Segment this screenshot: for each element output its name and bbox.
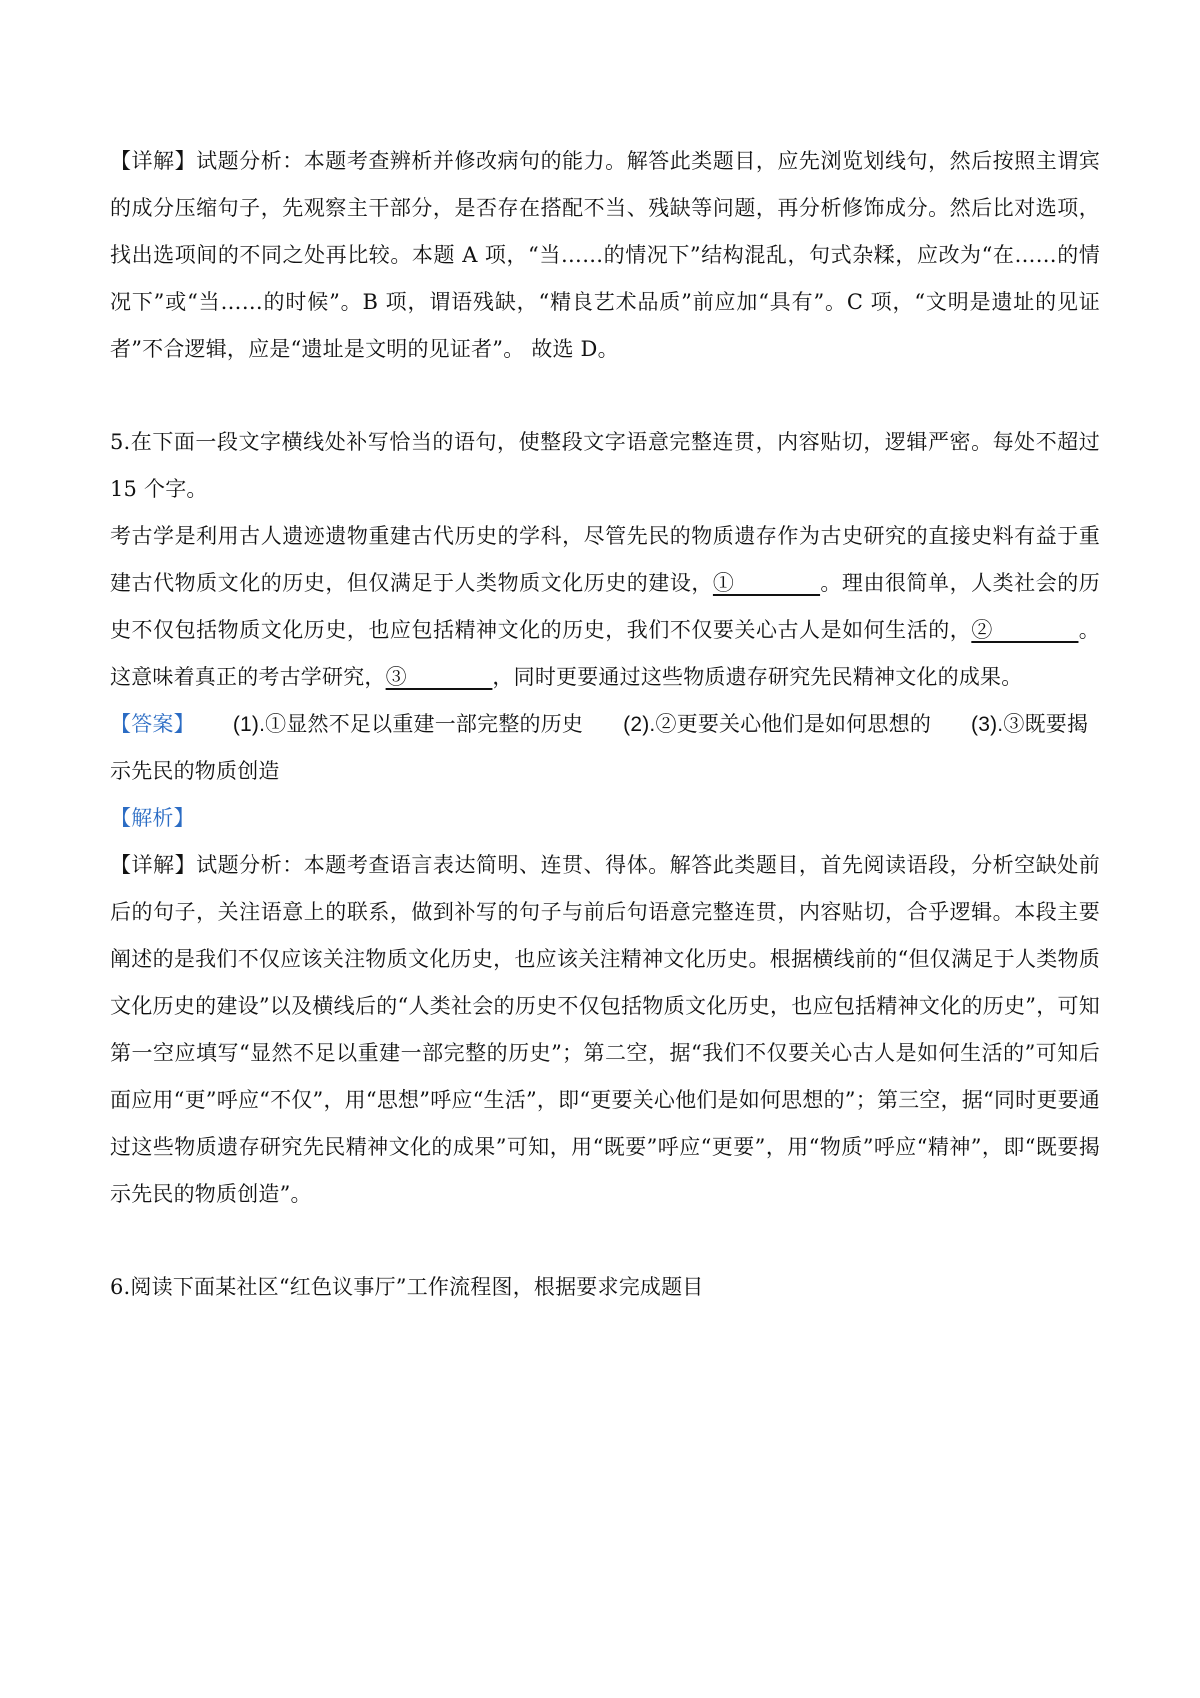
q5-detail-text: 试题分析：本题考查语言表达简明、连贯、得体。解答此类题目，首先阅读语段，分析空缺处前后的句子，关注语意上的联系，做到补写的句子与前后句语意完整连贯，内容贴切，合乎逻辑。本段主要阐述的是我们不仅应该关注物质文化历史，也应该关注精神文化历史。根据横线前的“但仅满足于人类物质文化历史的建设”以及横线后的“人类社会的历史不仅包括物质文化历史，也应包括精神文化的历史”，可知第一空应填写“显然不足以重建一部完整的历史”；第二空，据“我们不仅要关心古人是如何生活的”可知后面应用“更”呼应“不仅”，用“思想”呼应“生活”，即“更要关心他们是如何思想的”；第三空，据“同时更要通过这些物质遗存研究先民精神文化的成果”可知，用“既要”呼应“更要”，用“物质”呼应“精神”，即“既要揭示先民的物质创造”。 xyxy=(110,853,1100,1206)
q5-passage-part1: 考古学是利用古人遗迹遗物重建古代历史的学科，尽管先民的物质遗存作为古史研究的直接史料有益于重建古代物质文化的历史，但仅满足于人类物质文化历史的建设， xyxy=(110,524,1100,595)
q5-answer-label: 【答案】 xyxy=(110,712,195,736)
q5-answer-3-text: ③既要揭 xyxy=(1003,712,1089,736)
q4-detail-paragraph xyxy=(110,138,1100,373)
document-page xyxy=(110,138,1100,1311)
q5-answer-1-num: (1). xyxy=(232,713,266,736)
q5-passage-part4: ，同时更要通过这些物质遗存研究先民精神文化的成果。 xyxy=(492,665,1023,689)
q5-passage-part3: 。这意味着真正的考古学研究， xyxy=(110,618,1101,689)
q4-detail-label: 【详解】 xyxy=(110,149,197,173)
q5-passage-part2: 。理由很简单，人类社会的历史不仅包括物质文化历史，也应包括精神文化的历史，我们不仅要关心古人是如何生活的， xyxy=(110,571,1100,642)
q5-answer-1 xyxy=(233,701,583,748)
q6-stem: 6.阅读下面某社区“红色议事厅”工作流程图，根据要求完成题目 xyxy=(110,1275,704,1299)
q5-answer-2 xyxy=(623,701,931,748)
q5-blank-1: ①________ xyxy=(712,571,821,595)
q5-answer-1-text: ①显然不足以重建一部完整的历史 xyxy=(265,712,584,736)
q5-stem: 5.在下面一段文字横线处补写恰当的语句，使整段文字语意完整连贯，内容贴切，逻辑严密。每处不超过 15 个字。 xyxy=(110,430,1100,501)
q5-answer-3-num: (3). xyxy=(971,713,1004,736)
q5-answer-continuation: 示先民的物质创造 xyxy=(110,759,280,783)
q5-detail-paragraph xyxy=(110,842,1100,1218)
q5-blank-2: ②________ xyxy=(971,618,1079,642)
q5-analysis-label: 【解析】 xyxy=(110,806,195,830)
q5-answer-line xyxy=(110,701,1100,748)
q5-answer-2-num: (2). xyxy=(623,713,656,736)
q5-answer-2-text: ②更要关心他们是如何思想的 xyxy=(655,712,932,736)
q5-passage xyxy=(110,513,1100,701)
q5-answer-3 xyxy=(971,701,1088,748)
q5-detail-label: 【详解】 xyxy=(110,853,197,877)
q5-blank-3: ③________ xyxy=(385,665,493,689)
q4-detail-text: 试题分析：本题考查辨析并修改病句的能力。解答此类题目，应先浏览划线句，然后按照主谓宾的成分压缩句子，先观察主干部分，是否存在搭配不当、残缺等问题，再分析修饰成分。然后比对选项，找出选项间的不同之处再比较。本题 A 项，“当……的情况下”结构混乱，句式杂糅，应改为“在……的情况下”或“当……的时候”。B 项，谓语残缺，“精良艺术品质”前应加“具有”。C 项，“文明是遗址的见证者”不合逻辑，应是“遗址是文明的见证者”。 故选 D。 xyxy=(110,149,1100,361)
